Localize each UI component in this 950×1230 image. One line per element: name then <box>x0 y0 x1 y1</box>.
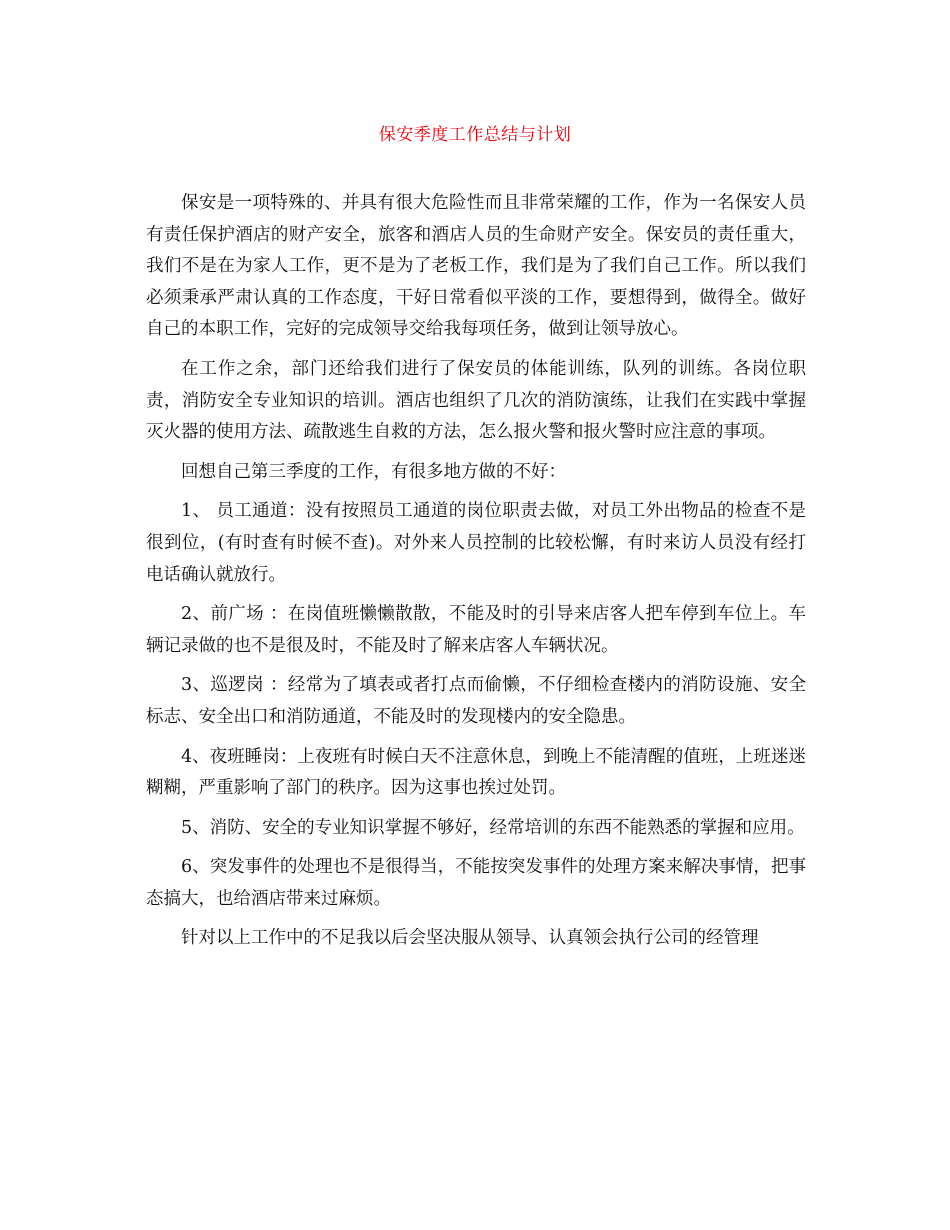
paragraph-item-4: 4、夜班睡岗：上夜班有时候白天不注意休息，到晚上不能清醒的值班，上班迷迷糊糊，严重影响了部门的秩序。因为这事也挨过处罚。 <box>146 746 806 799</box>
paragraph-training: 在工作之余，部门还给我们进行了保安员的体能训练，队列的训练。各岗位职责，消防安全专业知识的培训。酒店也组织了几次的消防演练，让我们在实践中掌握灭火器的使用方法、疏散逃生自救的方法，怎么报火警和报火警时应注意的事项。 <box>146 358 806 443</box>
paragraph-item-1: 1、 员工通道：没有按照员工通道的岗位职责去做，对员工外出物品的检查不是很到位，(有时查有时候不查)。对外来人员控制的比较松懈，有时来访人员没有经打电话确认就放行。 <box>146 501 806 585</box>
paragraph-item-5: 5、消防、安全的专业知识掌握不够好，经常培训的东西不能熟悉的掌握和应用。 <box>181 817 805 838</box>
paragraph-intro: 保安是一项特殊的、并具有很大危险性而且非常荣耀的工作，作为一名保安人员有责任保护酒店的财产安全，旅客和酒店人员的生命财产安全。保安员的责任重大，我们不是在为家人工作，更不是为了老板工作，我们是为了我们自己工作。所以我们必须秉承严肃认真的工作态度，干好日常看似平淡的工作，要想得到，做得全。做好自己的本职工作，完好的完成领导交给我每项任务，做到让领导放心。 <box>146 193 806 340</box>
paragraph-item-6: 6、突发事件的处理也不是很得当，不能按突发事件的处理方案来解决事情，把事态搞大，也给酒店带来过麻烦。 <box>146 857 806 909</box>
paragraph-item-3: 3、巡逻岗 ：经常为了填表或者打点而偷懒，不仔细检查楼内的消防设施、安全标志、安全出口和消防通道，不能及时的发现楼内的安全隐患。 <box>146 675 806 727</box>
paragraph-review-heading: 回想自己第三季度的工作，有很多地方做的不好： <box>181 461 566 482</box>
paragraph-item-2: 2、前广场 ：在岗值班懒懒散散，不能及时的引导来店客人把车停到车位上。车辆记录做的也不是很及时，不能及时了解来店客人车辆状况。 <box>146 604 806 656</box>
paragraph-conclusion: 针对以上工作中的不足我以后会坚决服从领导、认真领会执行公司的经管理 <box>181 928 759 949</box>
document-title: 保安季度工作总结与计划 <box>378 125 572 145</box>
document-body <box>146 188 806 963</box>
